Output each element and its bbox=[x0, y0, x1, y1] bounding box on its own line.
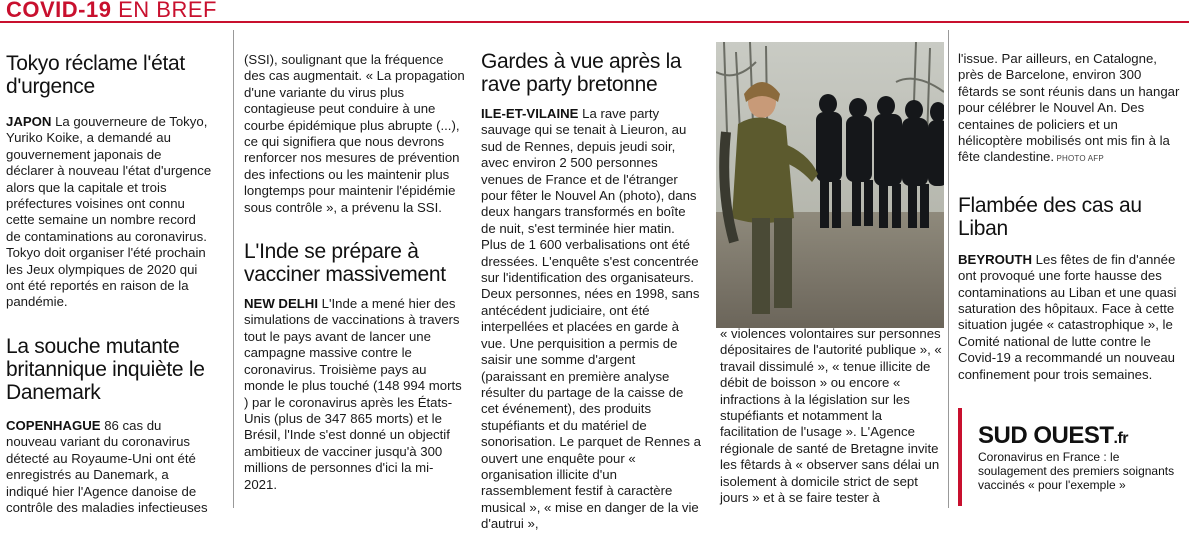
column-4 bbox=[720, 326, 944, 506]
column-1 bbox=[6, 30, 212, 516]
kicker-bold: COVID-19 bbox=[6, 0, 112, 22]
body-inde bbox=[244, 296, 466, 493]
dateline-liban: BEYROUTH bbox=[958, 251, 1032, 267]
text-danemark: 86 cas du nouveau variant du coronavirus détecté au Royaume-Uni ont été enregistrés au Danemark, a indiqué hier l'Agence danoise de contrôle des maladies infectieuses bbox=[6, 417, 208, 515]
article-rave bbox=[481, 50, 703, 533]
kicker-light: EN BREF bbox=[111, 0, 217, 22]
headline-danemark: La souche mutante britannique inquiète le Danemark bbox=[6, 334, 205, 404]
text-liban: Les fêtes de fin d'année ont provoqué une forte hausse des contaminations au Liban et une quasi saturation des hôpitaux. Face à cette situation jugée « catastrophique », le Comité national de lutte contre le Covid-19 a recommandé un nouveau confinement pour trois semaines. bbox=[958, 251, 1177, 382]
rave-party-photo bbox=[716, 42, 944, 328]
body-tokyo bbox=[6, 114, 212, 311]
photo-credit: PHOTO AFP bbox=[1054, 154, 1104, 164]
column-5 bbox=[958, 30, 1182, 383]
column-divider-2 bbox=[948, 30, 949, 508]
logo-text: SUD OUEST bbox=[978, 422, 1114, 449]
article-liban bbox=[958, 194, 1182, 383]
dateline-rave: ILE-ET-VILAINE bbox=[481, 106, 579, 121]
headline-rave: Gardes à vue après la rave party bretonne bbox=[481, 50, 682, 96]
text-inde: L'Inde a mené hier des simulations de vaccinations à travers tout le pays avant de lancer une campagne massive contre le coronavirus. Troisième pays au monde le plus touché (148 994 morts ) par le coronavirus après les États-Unis (plus de 347 865 morts) et le Brésil, l'Inde s'est donné un objectif ambitieux de vacciner jusqu'à 300 millions de personnes d'ici la mi-2021. bbox=[244, 296, 462, 492]
column-2 bbox=[244, 30, 466, 493]
dateline-danemark: COPENHAGUE bbox=[6, 417, 101, 433]
promo-text[interactable]: Coronavirus en France : le soulagement des premiers soignants vaccinés « pour l'exemple » bbox=[978, 450, 1175, 492]
body-rave-cont: « violences volontaires sur personnes dépositaires de l'autorité publique », « travail dissimulé », « tenue illicite de débit de boisson » ou encore « infractions à la législation sur les stupéfiants et notamment la facilitation de l'usage ». L'Agence régionale de santé de Bretagne invite les fêtards à « observer sans délai un isolement à domicile strict de sept jours » et à se faire tester à bbox=[720, 326, 942, 506]
text-rave: La rave party sauvage qui se tenait à Lieuron, au sud de Rennes, depuis jeudi soir, avec environ 2 500 personnes venues de France et de l'étranger pour fêter le Nouvel An (photo), dans deux hangars transformés en boîte de nuit, s'est terminée hier matin. Plus de 1 600 verbalisations ont été dressées. L'enquête s'est concentrée sur l'identification des organisateurs. Deux personnes, nées en 1998, sans antécédent judiciaire, ont été interpellées et placées en garde à vue. Une perquisition a permis de saisir une somme d'argent (paraissant en première analyse résulter du partage de la caisse de cet événement), des produits stupéfiants et du matériel de sonorisation. Le parquet de Rennes a ouvert une enquête pour « organisation illicite d'un rassemblement festif à caractère musical », « mise en danger de la vie d'autrui », bbox=[481, 106, 701, 532]
text-tokyo: La gouverneure de Tokyo, Yuriko Koike, a demandé au gouvernement japonais de déclarer à nouveau l'état d'urgence alors que la capitale et trois préfectures voisines ont connu cette semaine un nombre record de contaminations au coronavirus. Tokyo doit organiser l'été prochain les Jeux olympiques de 2020 qui ont été reportés en raison de la pandémie. bbox=[6, 114, 212, 310]
article-inde bbox=[244, 240, 466, 493]
article-tokyo bbox=[6, 52, 212, 311]
body-liban bbox=[958, 252, 1182, 383]
body-rave bbox=[481, 106, 703, 533]
headline-tokyo: Tokyo réclame l'état d'urgence bbox=[6, 52, 185, 98]
logo-ext: .fr bbox=[1113, 430, 1129, 447]
section-banner bbox=[0, 0, 1189, 22]
body-danemark-cont: (SSI), soulignant que la fréquence des cas augmentait. « La propagation d'une variante du virus plus contagieuse peut conduire à une courbe épidémique plus abrupte (...), ce qui signifiera que nous devrons renforcer nos mesures de prévention des infections ou les maintenir plus longtemps pour maintenir l'épidémie sous contrôle », a prévenu la SSI. bbox=[244, 52, 465, 215]
promo-accent-bar bbox=[958, 408, 962, 506]
headline-liban: Flambée des cas au Liban bbox=[958, 193, 1142, 240]
column-divider bbox=[233, 30, 234, 508]
text-rave-cont2: l'issue. Par ailleurs, en Catalogne, près de Barcelone, environ 300 fêtards se sont réunis dans un hangar pour célébrer le Nouvel An. Des centaines de policiers et un hélicoptère mobilisés ont mis fin à la fête clandestine. bbox=[958, 51, 1180, 165]
body-danemark bbox=[6, 418, 212, 516]
section-kicker bbox=[6, 0, 217, 23]
dateline-tokyo: JAPON bbox=[6, 114, 52, 129]
promo-box[interactable] bbox=[958, 408, 1180, 506]
column-3 bbox=[481, 30, 703, 533]
body-rave-cont2 bbox=[958, 51, 1182, 168]
article-danemark bbox=[6, 335, 212, 516]
sudouest-logo bbox=[978, 422, 1128, 450]
dateline-inde: NEW DELHI bbox=[244, 296, 318, 312]
headline-inde: L'Inde se prépare à vacciner massivement bbox=[244, 240, 446, 287]
news-photo bbox=[716, 42, 944, 328]
